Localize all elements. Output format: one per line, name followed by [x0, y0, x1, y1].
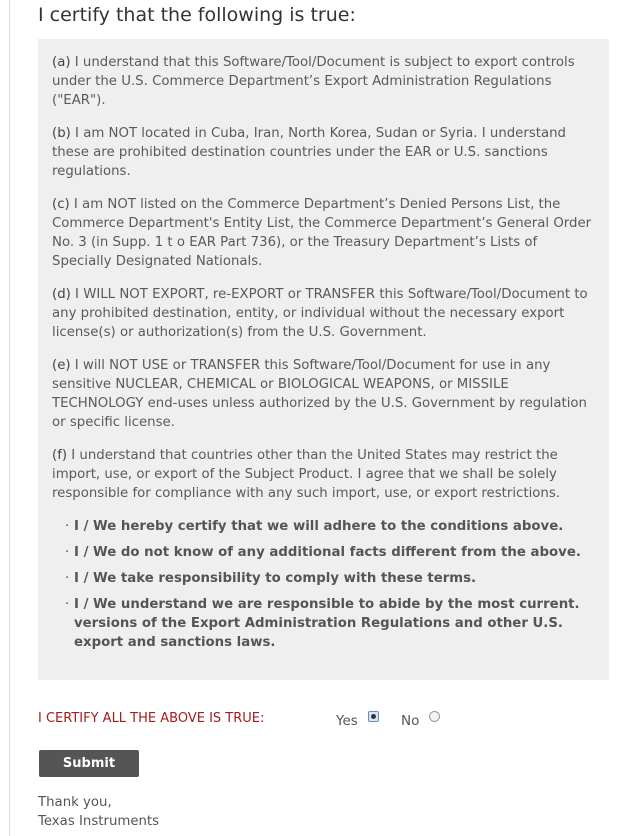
clause-letter: (e)	[52, 358, 71, 373]
clause-letter: (d)	[52, 287, 71, 302]
clause-letter: (a)	[52, 55, 71, 70]
terms-panel	[38, 39, 609, 680]
footer-company: Texas Instruments	[38, 814, 160, 829]
certification-item	[65, 595, 599, 652]
left-border-rule	[9, 0, 10, 836]
clause-a	[52, 53, 599, 110]
clause-letter: (c)	[52, 197, 70, 212]
certification-text: I / We do not know of any additional facts different from the above.	[74, 545, 581, 560]
certification-text: I / We hereby certify that we will adhere to the conditions above.	[74, 519, 564, 534]
bullet-glyph: ·	[65, 545, 70, 560]
clause-letter: (f)	[52, 448, 68, 463]
bullet-glyph: ·	[65, 571, 70, 586]
no-radio[interactable]	[429, 711, 440, 722]
no-label[interactable]: No	[401, 713, 420, 729]
clause-c	[52, 195, 599, 271]
certification-item	[65, 543, 599, 562]
footer-signature	[38, 793, 159, 831]
clause-text: I understand that countries other than the United States may restrict the import, use, or export of the Subject Product. I agree that we shall be solely responsible for compliance with any such import, use, or export restrictions.	[52, 448, 560, 501]
certification-item	[65, 569, 599, 588]
submit-button[interactable]: Submit	[39, 750, 139, 777]
clause-text: I am NOT listed on the Commerce Department’s Denied Persons List, the Commerce Department's Entity List, the Commerce Department’s General Order No. 3 (in Supp. 1 t o EAR Part 736), or the Treasury Department’s Lists of Specially Designated Nationals.	[52, 197, 592, 269]
clause-d	[52, 285, 599, 342]
clause-b	[52, 124, 599, 181]
clause-text: I WILL NOT EXPORT, re-EXPORT or TRANSFER this Software/Tool/Document to any prohibited destination, entity, or individual without the necessary export license(s) or authorization(s) from the U.S. Government.	[52, 287, 588, 340]
clause-f	[52, 446, 599, 503]
certification-item	[65, 517, 599, 536]
certification-text: I / We understand we are responsible to abide by the most current. versions of the Export Administration Regulations and other U.S. export and sanctions laws.	[74, 597, 580, 650]
certification-list	[52, 517, 599, 652]
clause-text: I understand that this Software/Tool/Document is subject to export controls under the U.S. Commerce Department’s Export Administration Regulations ("EAR").	[52, 55, 575, 108]
bullet-glyph: ·	[65, 519, 70, 534]
footer-thanks: Thank you,	[38, 795, 112, 810]
clause-e	[52, 356, 599, 432]
certify-label: I CERTIFY ALL THE ABOVE IS TRUE:	[38, 711, 265, 726]
certification-text: I / We take responsibility to comply with these terms.	[74, 571, 477, 586]
page-title: I certify that the following is true:	[38, 4, 356, 26]
bullet-glyph: ·	[65, 597, 70, 612]
clause-text: I will NOT USE or TRANSFER this Software/Tool/Document for use in any sensitive NUCLEAR, CHEMICAL or BIOLOGICAL WEAPONS, or MISSILE TECHNOLOGY end-uses unless authorized by the U.S. Government by regulation or specific license.	[52, 358, 587, 430]
certify-row	[38, 708, 598, 732]
clause-text: I am NOT located in Cuba, Iran, North Korea, Sudan or Syria. I understand these are prohibited destination countries under the EAR or U.S. sanctions regulations.	[52, 126, 566, 179]
yes-radio[interactable]	[368, 711, 379, 722]
yes-label[interactable]: Yes	[336, 713, 358, 729]
clause-letter: (b)	[52, 126, 71, 141]
